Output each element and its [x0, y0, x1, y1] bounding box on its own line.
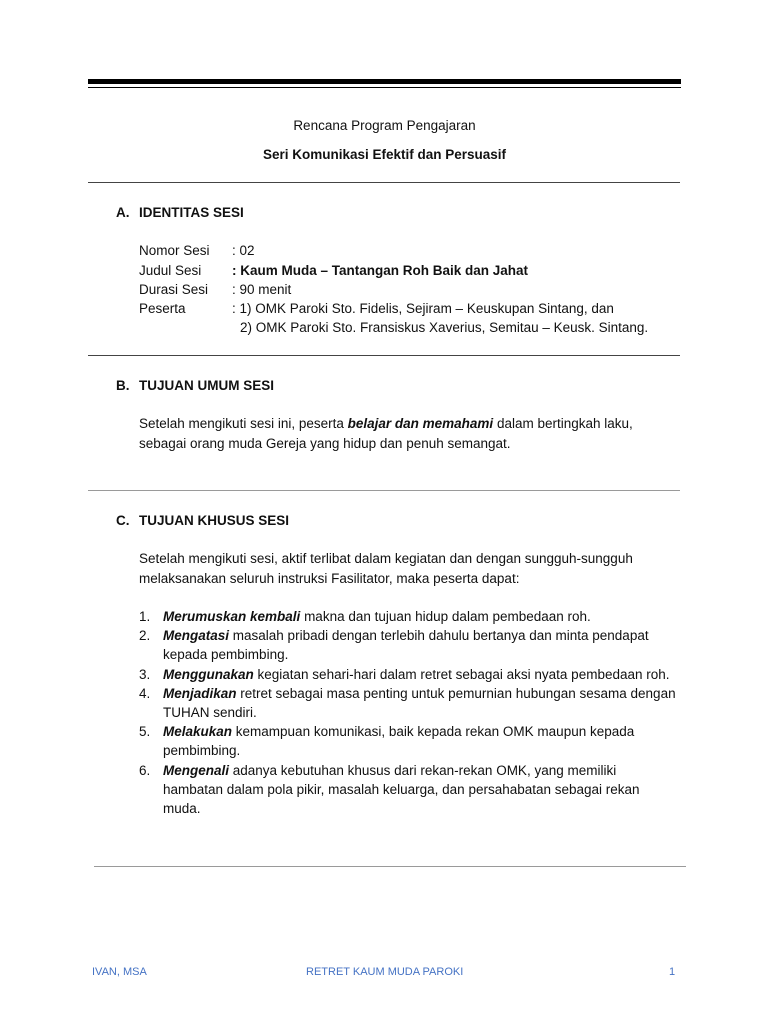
- list-item-text: makna dan tujuan hidup dalam pembedaan roh.: [300, 609, 591, 624]
- list-item-verb: Merumuskan kembali: [163, 609, 301, 624]
- document-title: Rencana Program Pengajaran: [293, 118, 476, 133]
- field-value-nomor: : 02: [232, 243, 255, 258]
- field-label-nomor: Nomor Sesi: [139, 243, 210, 258]
- list-item-verb: Menjadikan: [163, 685, 237, 701]
- list-item: [139, 665, 679, 684]
- list-item-text: masalah pribadi dengan terlebih dahulu bertanya dan minta pendapat kepada pembimbing.: [163, 628, 649, 663]
- footer-title: RETRET KAUM MUDA PAROKI: [306, 966, 464, 978]
- section-b-emphasis: belajar dan memahami: [347, 416, 494, 431]
- section-b-paragraph: [139, 414, 679, 454]
- list-item-number: 6.: [139, 762, 151, 778]
- list-item-text: retret sebagai masa penting untuk pemurnian hubungan sesama dengan TUHAN sendiri.: [163, 685, 676, 721]
- list-item-number: 5.: [139, 724, 151, 740]
- field-value-judul: : Kaum Muda – Tantangan Roh Baik dan Jahat: [232, 263, 529, 278]
- field-label-judul: Judul Sesi: [139, 263, 202, 278]
- section-c-divider: [94, 866, 686, 867]
- section-c-title: TUJUAN KHUSUS SESI: [139, 513, 290, 528]
- section-c-intro: Setelah mengikuti sesi, aktif terlibat dalam kegiatan dan dengan sungguh-sungguh melaksanakan seluruh instruksi Fasilitator, maka peserta dapat:: [139, 551, 633, 586]
- list-item-verb: Mengenali: [163, 762, 230, 778]
- list-item-number: 4.: [139, 685, 151, 701]
- section-a-letter: A.: [116, 205, 130, 220]
- list-item-verb: Mengatasi: [163, 628, 230, 644]
- section-c-letter: C.: [116, 513, 130, 528]
- section-b-text-before: Setelah mengikuti sesi ini, peserta: [139, 416, 348, 431]
- section-a-title: IDENTITAS SESI: [139, 205, 244, 220]
- list-item-number: 2.: [139, 628, 151, 644]
- list-item-verb: Melakukan: [163, 724, 233, 740]
- section-b-divider: [88, 490, 680, 491]
- list-item-text: adanya kebutuhan khusus dari rekan-rekan OMK, yang memiliki hambatan dalam pola pikir, masalah keluarga, dan persahabatan sebagai rekan muda.: [163, 762, 640, 817]
- field-label-durasi: Durasi Sesi: [139, 282, 209, 297]
- footer-page-number: 1: [669, 966, 676, 978]
- list-item-text: kegiatan sehari-hari dalam retret sebagai aksi nyata pembedaan roh.: [253, 666, 670, 682]
- list-item: [139, 626, 679, 664]
- list-item-verb: Menggunakan: [163, 666, 254, 682]
- field-value-peserta: : 1) OMK Paroki Sto. Fidelis, Sejiram – Keuskupan Sintang, dan: [232, 301, 614, 316]
- header-rule-thin: [88, 87, 681, 88]
- field-value-durasi: : 90 menit: [232, 282, 292, 297]
- list-item: [139, 607, 679, 626]
- section-b-title: TUJUAN UMUM SESI: [139, 378, 275, 393]
- section-a-divider: [88, 355, 680, 356]
- section-b-text-after: dalam bertingkah laku, sebagai orang muda Gereja yang hidup dan penuh semangat.: [139, 416, 633, 451]
- list-item: [139, 761, 679, 819]
- list-item: [139, 722, 679, 760]
- footer-author: IVAN, MSA: [92, 966, 147, 978]
- objectives-list: [139, 607, 679, 818]
- field-label-peserta: Peserta: [139, 301, 186, 316]
- section-b-letter: B.: [116, 378, 130, 393]
- document-subtitle: Seri Komunikasi Efektif dan Persuasif: [262, 147, 507, 162]
- header-rule-thick: [88, 79, 681, 84]
- field-value-peserta-line2: 2) OMK Paroki Sto. Fransiskus Xaverius, Semitau – Keusk. Sintang.: [240, 320, 649, 335]
- list-item: [139, 684, 679, 722]
- list-item-text: kemampuan komunikasi, baik kepada rekan OMK maupun kepada pembimbing.: [163, 724, 635, 759]
- list-item-number: 3.: [139, 666, 151, 682]
- list-item-number: 1.: [139, 609, 151, 624]
- title-divider: [88, 182, 680, 183]
